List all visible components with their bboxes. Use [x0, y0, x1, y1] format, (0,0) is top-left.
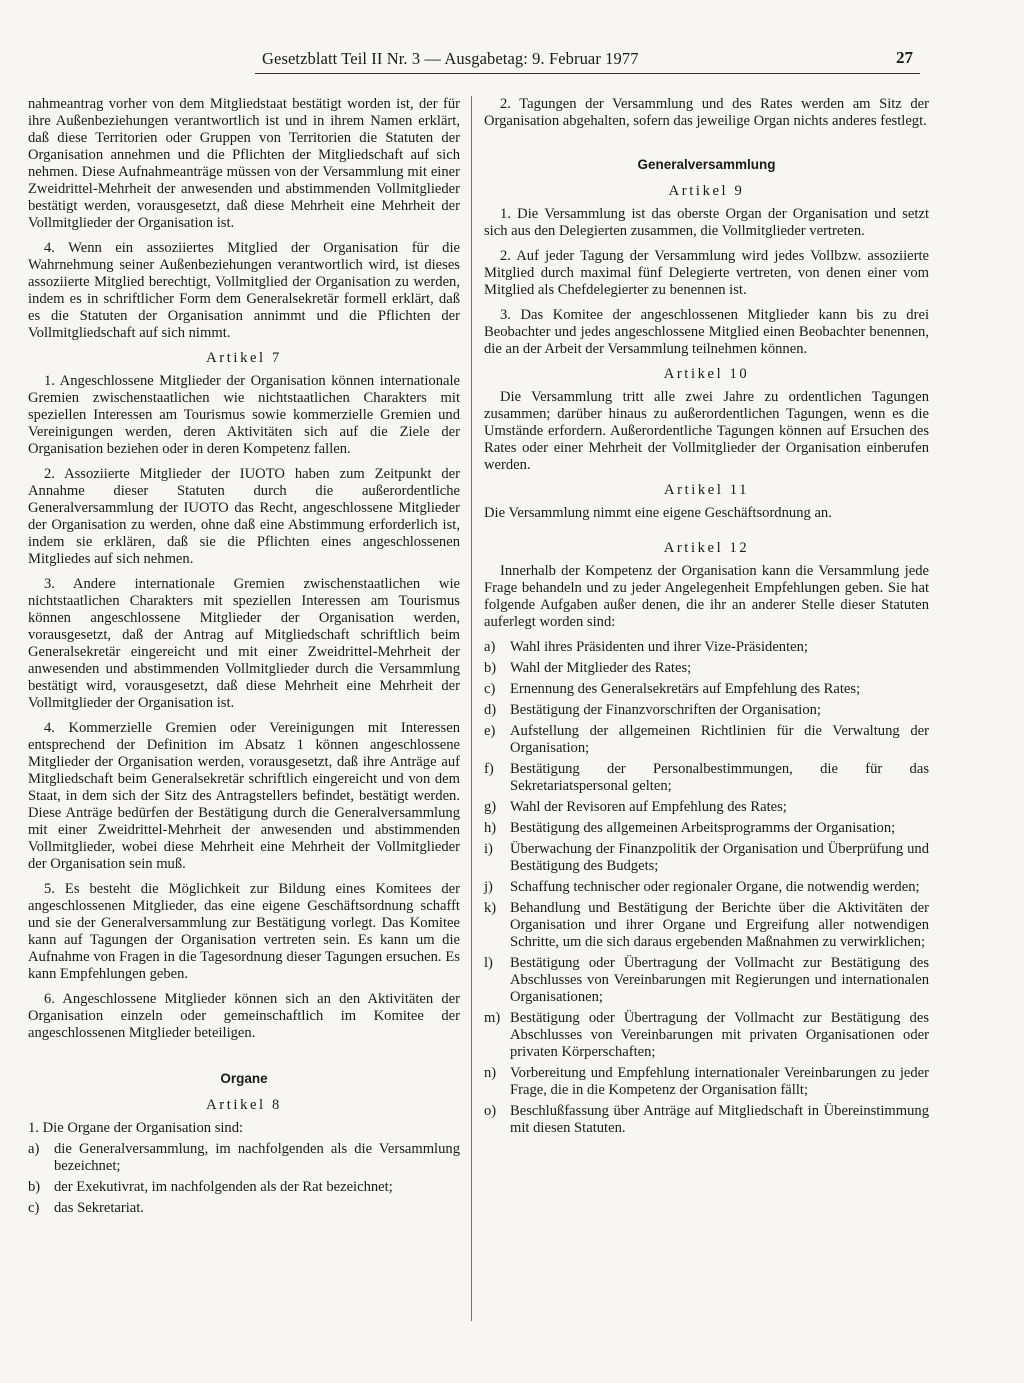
list-item: k) Behandlung und Bestätigung der Berichte über die Aktivitäten der Organisation und ihrer Organe und Ergreifung aller notwendigen Schritte, um die sich daraus ergebenden Maßnahmen zu verwirklichen;	[484, 900, 929, 950]
paragraph: 5. Es besteht die Möglichkeit zur Bildung eines Komitees der angeschlossenen Mitglieder, das eine eigene Geschäftsordnung schafft und sie der Generalversammlung zur Bestätigung vorlegt. Das Komitee kann auf Tagungen der Organisation vertreten sein. Es kann um die Aufnahme von Fragen in die Tagesordnung dieser Tagungen ersuchen. Es kann Empfehlungen geben.	[28, 881, 460, 982]
paragraph: 3. Das Komitee der angeschlossenen Mitglieder kann bis zu drei Beobachter und jedes angeschlossene Mitglied einen Beobachter benennen, die an der Arbeit der Versammlung teilnehmen können.	[484, 307, 929, 357]
list-item: o) Beschlußfassung über Anträge auf Mitgliedschaft in Übereinstimmung mit diesen Statuten.	[484, 1103, 929, 1136]
list-item: h) Bestätigung des allgemeinen Arbeitsprogramms der Organisation;	[484, 820, 896, 836]
right-column	[484, 96, 929, 1141]
column-divider	[471, 96, 472, 1321]
list-item: e) Aufstellung der allgemeinen Richtlinien für die Verwaltung der Organisation;	[484, 723, 929, 756]
paragraph: nahmeantrag vorher von dem Mitgliedstaat bestätigt worden ist, der für ihre Außenbeziehungen verantwortlich ist und in ihrem Namen erklärt, daß diese Territorien oder Gruppen von Territorien die Statuten der Organisation annehmen und die Pflichten der Mitgliedschaft auf sich nehmen. Diese Aufnahmeanträge müssen von der Versammlung mit einer Zweidrittel-Mehrheit der anwesenden und abstimmenden Vollmitglieder bestätigt werden, vorausgesetzt, daß diese Mehrheit eine Mehrheit der Vollmitglieder der Organisation ist.	[28, 96, 460, 231]
list-item: d) Bestätigung der Finanzvorschriften der Organisation;	[484, 702, 821, 718]
section-heading: Generalversammlung	[637, 157, 776, 172]
page-number: 27	[896, 48, 913, 67]
list-item: b) der Exekutivrat, im nachfolgenden als der Rat bezeichnet;	[28, 1179, 393, 1195]
list-item: l) Bestätigung oder Übertragung der Vollmacht zur Bestätigung des Abschlusses von Vereinbarungen mit Regierungen und internationalen Organisationen;	[484, 955, 929, 1005]
list-item: i) Überwachung der Finanzpolitik der Organisation und Überprüfung und Bestätigung des Budgets;	[484, 841, 929, 874]
paragraph: Innerhalb der Kompetenz der Organisation kann die Versammlung jede Frage behandeln und zu jeder Angelegenheit Empfehlungen geben. Sie hat folgende Aufgaben außer denen, die ihr an anderer Stelle dieser Statuten auferlegt worden sind:	[484, 563, 929, 630]
list-item: j) Schaffung technischer oder regionaler Organe, die notwendig werden;	[484, 879, 920, 895]
article-heading: Artikel 7	[206, 350, 282, 366]
list-item: m) Bestätigung oder Übertragung der Vollmacht zur Bestätigung des Abschlusses von Vereinbarungen mit privaten Organisationen oder privaten Körperschaften;	[484, 1010, 929, 1060]
article-heading: Artikel 9	[668, 183, 745, 199]
list-item: c) das Sekretariat.	[28, 1200, 144, 1216]
paragraph: 1. Die Versammlung ist das oberste Organ der Organisation und setzt sich aus den Delegierten zusammen, die Vollmitglieder vertreten.	[484, 206, 929, 239]
article-heading: Artikel 12	[663, 540, 750, 556]
paragraph: 6. Angeschlossene Mitglieder können sich an den Aktivitäten der Organisation einzeln oder gemeinschaftlich im Komitee der angeschlossenen Mitglieder beteiligen.	[28, 991, 460, 1041]
article-heading: Artikel 10	[663, 366, 750, 382]
paragraph: 2. Auf jeder Tagung der Versammlung wird jedes Vollbzw. assoziierte Mitglied durch maximal fünf Delegierte vertreten, von denen einer vom Mitglied als Chefdelegierter zu benennen ist.	[484, 248, 929, 298]
list-item: a) die Generalversammlung, im nachfolgenden als die Versammlung bezeichnet;	[28, 1141, 460, 1174]
paragraph: 4. Wenn ein assoziiertes Mitglied der Organisation für die Wahrnehmung seiner Außenbeziehungen verantwortlich wird, ist dieses assoziierte Mitglied berechtigt, Vollmitglied der Organisation zu werden, indem es in schriftlicher Form dem Generalsekretär formell erklärt, daß es die Statuten der Organisation annimmt und die Pflichten der Vollmitgliedschaft auf sich nimmt.	[28, 240, 460, 341]
paragraph: 3. Andere internationale Gremien zwischenstaatlichen wie nichtstaatlichen Charakters mit speziellen Interessen am Tourismus können angeschlossene Mitglieder der Organisation werden, vorausgesetzt, daß der Antrag auf Mitgliedschaft schriftlich beim Generalsekretär eingereicht und mit einer Zweidrittel-Mehrheit der anwesenden und abstimmenden Vollmitglieder durch die Versammlung bestätigt wird, vorausgesetzt, daß diese Mehrheit eine Mehrheit der Vollmitglieder der Organisation ist.	[28, 576, 460, 711]
list-item: n) Vorbereitung und Empfehlung internationaler Vereinbarungen zu jeder Frage, die in die Kompetenz der Organisation fällt;	[484, 1065, 929, 1098]
article-heading: Artikel 8	[206, 1097, 282, 1113]
list-item: f) Bestätigung der Personalbestimmungen, die für das Sekretariatspersonal gelten;	[484, 761, 929, 794]
article-heading: Artikel 11	[663, 482, 750, 498]
paragraph: Die Versammlung tritt alle zwei Jahre zu ordentlichen Tagungen zusammen; darüber hinaus zu außerordentlichen Tagungen, wenn es die Umstände erfordern. Außerordentliche Tagungen können auf Ersuchen des Rates oder einer Mehrheit der Vollmitglieder der Organisation einberufen werden.	[484, 389, 929, 473]
running-header: Gesetzblatt Teil II Nr. 3 — Ausgabetag: 9. Februar 1977	[262, 49, 639, 68]
list-item: a) Wahl ihres Präsidenten und ihrer Vize-Präsidenten;	[484, 639, 808, 655]
paragraph: 1. Angeschlossene Mitglieder der Organisation können internationale Gremien zwischenstaatlichen wie nichtstaatlichen Charakters mit speziellen Interessen am Tourismus sowie kommerzielle Gremien und Vereinigungen werden, deren Aktivitäten sich auf die Ziele der Organisation beziehen oder in deren Kompetenz fallen.	[28, 373, 460, 457]
header-rule	[255, 73, 920, 74]
section-heading: Organe	[220, 1071, 268, 1086]
left-column	[28, 96, 460, 1221]
tasks-list	[484, 639, 929, 1137]
list-item: c) Ernennung des Generalsekretärs auf Empfehlung des Rates;	[484, 681, 861, 697]
paragraph: 4. Kommerzielle Gremien oder Vereinigungen mit Interessen entsprechend der Definition im Absatz 1 können angeschlossene Mitglieder der Organisation werden, vorausgesetzt, daß ihre Anträge auf Mitgliedschaft beim Generalsekretär schriftlich eingereicht und von dem Staat, in dem sich der Sitz des Antragstellers befindet, bestätigt werden. Diese Anträge bedürfen der Bestätigung durch die Generalversammlung mit einer Zweidrittel-Mehrheit der anwesenden und abstimmenden Vollmitglieder, wobei diese Mehrheit eine Mehrheit der Vollmitglieder der Organisation sein muß.	[28, 720, 460, 872]
list-item: b) Wahl der Mitglieder des Rates;	[484, 660, 692, 676]
paragraph: 1. Die Organe der Organisation sind:	[28, 1120, 244, 1136]
list-item: g) Wahl der Revisoren auf Empfehlung des Rates;	[484, 799, 787, 815]
organs-list	[28, 1141, 460, 1217]
paragraph: 2. Tagungen der Versammlung und des Rates werden am Sitz der Organisation abgehalten, sofern das jeweilige Organ nichts anderes festlegt.	[484, 96, 929, 129]
paragraph: Die Versammlung nimmt eine eigene Geschäftsordnung an.	[484, 505, 832, 521]
paragraph: 2. Assoziierte Mitglieder der IUOTO haben zum Zeitpunkt der Annahme dieser Statuten durch die außerordentliche Generalversammlung der IUOTO das Recht, angeschlossene Mitglieder der Organisation zu werden, ohne daß eine Abstimmung erforderlich ist, indem sie erklären, daß sie die Pflichten eines angeschlossenen Mitgliedes auf sich nehmen.	[28, 466, 460, 567]
